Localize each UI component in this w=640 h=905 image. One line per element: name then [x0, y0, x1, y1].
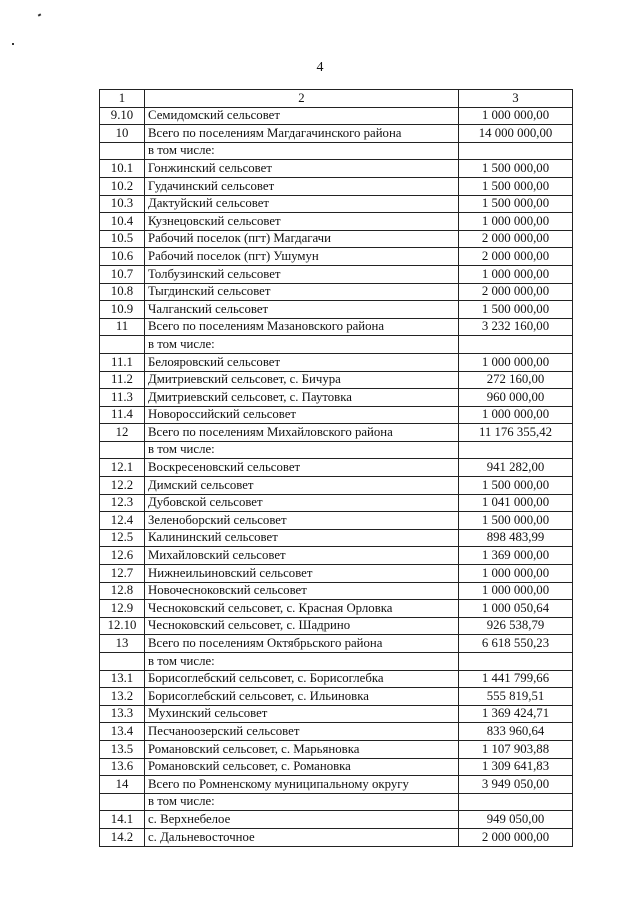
- table-row: [100, 213, 573, 231]
- table-row: [100, 688, 573, 706]
- table-row: [100, 424, 573, 442]
- row-number-cell: 12.10: [100, 617, 145, 635]
- row-amount-cell: 1 500 000,00: [459, 195, 573, 213]
- row-name-cell: Борисоглебский сельсовет, с. Ильиновка: [145, 688, 459, 706]
- row-name-cell: Чесноковский сельсовет, с. Шадрино: [145, 617, 459, 635]
- table-row: [100, 494, 573, 512]
- table-row: [100, 353, 573, 371]
- row-number-cell: 12.5: [100, 529, 145, 547]
- row-amount-cell: 1 441 799,66: [459, 670, 573, 688]
- row-number-cell: 14.1: [100, 811, 145, 829]
- row-amount-cell: [459, 653, 573, 671]
- table-row: [100, 811, 573, 829]
- row-number-cell: 13.1: [100, 670, 145, 688]
- row-name-cell: Рабочий поселок (пгт) Магдагачи: [145, 230, 459, 248]
- table-row: [100, 265, 573, 283]
- table-row: [100, 371, 573, 389]
- row-name-cell: в том числе:: [145, 653, 459, 671]
- row-name-cell: Кузнецовский сельсовет: [145, 213, 459, 231]
- row-amount-cell: 2 000 000,00: [459, 283, 573, 301]
- row-number-cell: [100, 441, 145, 459]
- row-amount-cell: 1 500 000,00: [459, 477, 573, 495]
- row-amount-cell: 2 000 000,00: [459, 230, 573, 248]
- table-row: [100, 512, 573, 530]
- row-number-cell: 12.2: [100, 477, 145, 495]
- table-row: [100, 776, 573, 794]
- table-row: [100, 529, 573, 547]
- row-number-cell: 9.10: [100, 107, 145, 125]
- row-amount-cell: 1 000 000,00: [459, 107, 573, 125]
- row-number-cell: [100, 142, 145, 160]
- row-number-cell: 11.2: [100, 371, 145, 389]
- row-number-cell: 12.7: [100, 565, 145, 583]
- row-name-cell: с. Дальневосточное: [145, 828, 459, 846]
- row-amount-cell: 1 107 903,88: [459, 740, 573, 758]
- row-amount-cell: 3 232 160,00: [459, 318, 573, 336]
- row-number-cell: 10.7: [100, 265, 145, 283]
- table-row: [100, 389, 573, 407]
- row-number-cell: 13: [100, 635, 145, 653]
- row-number-cell: 12.1: [100, 459, 145, 477]
- row-name-cell: в том числе:: [145, 793, 459, 811]
- table-row: [100, 177, 573, 195]
- table-row: [100, 635, 573, 653]
- row-number-cell: 13.4: [100, 723, 145, 741]
- row-name-cell: Борисоглебский сельсовет, с. Борисоглебка: [145, 670, 459, 688]
- row-number-cell: 10.8: [100, 283, 145, 301]
- row-name-cell: Нижнеильиновский сельсовет: [145, 565, 459, 583]
- row-amount-cell: [459, 441, 573, 459]
- row-amount-cell: 1 500 000,00: [459, 512, 573, 530]
- row-number-cell: 12: [100, 424, 145, 442]
- row-name-cell: Всего по поселениям Октябрьского района: [145, 635, 459, 653]
- row-amount-cell: 926 538,79: [459, 617, 573, 635]
- row-number-cell: 10: [100, 125, 145, 143]
- table-row: [100, 160, 573, 178]
- table-row: [100, 301, 573, 319]
- row-amount-cell: 1 000 000,00: [459, 565, 573, 583]
- row-name-cell: Новочесноковский сельсовет: [145, 582, 459, 600]
- row-name-cell: в том числе:: [145, 336, 459, 354]
- table-row: [100, 125, 573, 143]
- row-number-cell: 10.2: [100, 177, 145, 195]
- row-amount-cell: 6 618 550,23: [459, 635, 573, 653]
- table-row: [100, 283, 573, 301]
- table-row: [100, 336, 573, 354]
- row-name-cell: Чесноковский сельсовет, с. Красная Орловка: [145, 600, 459, 618]
- table-header-row: [100, 90, 573, 108]
- row-amount-cell: [459, 793, 573, 811]
- row-amount-cell: 833 960,64: [459, 723, 573, 741]
- row-name-cell: Дмитриевский сельсовет, с. Бичура: [145, 371, 459, 389]
- row-number-cell: 14.2: [100, 828, 145, 846]
- row-amount-cell: [459, 336, 573, 354]
- row-number-cell: 13.5: [100, 740, 145, 758]
- row-amount-cell: 1 500 000,00: [459, 301, 573, 319]
- row-number-cell: 12.4: [100, 512, 145, 530]
- row-name-cell: Чалганский сельсовет: [145, 301, 459, 319]
- table-row: [100, 723, 573, 741]
- table-row: [100, 547, 573, 565]
- table-row: [100, 318, 573, 336]
- row-name-cell: Романовский сельсовет, с. Марьяновка: [145, 740, 459, 758]
- row-name-cell: Всего по поселениям Михайловского района: [145, 424, 459, 442]
- row-number-cell: 14: [100, 776, 145, 794]
- table-row: [100, 617, 573, 635]
- row-number-cell: 10.5: [100, 230, 145, 248]
- table-row: [100, 705, 573, 723]
- table-row: [100, 142, 573, 160]
- header-cell-2: 2: [145, 90, 459, 108]
- row-amount-cell: 2 000 000,00: [459, 248, 573, 266]
- row-amount-cell: 949 050,00: [459, 811, 573, 829]
- row-name-cell: Мухинский сельсовет: [145, 705, 459, 723]
- row-name-cell: Тыгдинский сельсовет: [145, 283, 459, 301]
- row-amount-cell: 272 160,00: [459, 371, 573, 389]
- table-row: [100, 670, 573, 688]
- row-name-cell: Дубовской сельсовет: [145, 494, 459, 512]
- table-row: [100, 653, 573, 671]
- row-name-cell: Семидомский сельсовет: [145, 107, 459, 125]
- row-amount-cell: 1 000 050,64: [459, 600, 573, 618]
- row-name-cell: Песчаноозерский сельсовет: [145, 723, 459, 741]
- row-amount-cell: 1 000 000,00: [459, 406, 573, 424]
- row-amount-cell: 1 369 424,71: [459, 705, 573, 723]
- row-name-cell: Дмитриевский сельсовет, с. Паутовка: [145, 389, 459, 407]
- table-row: [100, 441, 573, 459]
- row-name-cell: Белояровский сельсовет: [145, 353, 459, 371]
- row-name-cell: Михайловский сельсовет: [145, 547, 459, 565]
- row-amount-cell: 11 176 355,42: [459, 424, 573, 442]
- row-number-cell: 13.3: [100, 705, 145, 723]
- row-amount-cell: 1 500 000,00: [459, 160, 573, 178]
- header-cell-3: 3: [459, 90, 573, 108]
- row-name-cell: Всего по Ромненскому муниципальному округу: [145, 776, 459, 794]
- row-number-cell: 11: [100, 318, 145, 336]
- row-name-cell: Калининский сельсовет: [145, 529, 459, 547]
- row-amount-cell: 1 041 000,00: [459, 494, 573, 512]
- row-name-cell: Новороссийский сельсовет: [145, 406, 459, 424]
- row-number-cell: 13.2: [100, 688, 145, 706]
- row-number-cell: 11.1: [100, 353, 145, 371]
- row-name-cell: Всего по поселениям Магдагачинского района: [145, 125, 459, 143]
- row-number-cell: 10.9: [100, 301, 145, 319]
- row-number-cell: 10.1: [100, 160, 145, 178]
- row-amount-cell: 14 000 000,00: [459, 125, 573, 143]
- row-amount-cell: 555 819,51: [459, 688, 573, 706]
- table-row: [100, 459, 573, 477]
- row-amount-cell: 1 309 641,83: [459, 758, 573, 776]
- table-row: [100, 477, 573, 495]
- row-number-cell: 12.8: [100, 582, 145, 600]
- row-name-cell: Романовский сельсовет, с. Романовка: [145, 758, 459, 776]
- row-number-cell: 12.6: [100, 547, 145, 565]
- scan-speck: [12, 43, 14, 45]
- table-row: [100, 828, 573, 846]
- row-number-cell: 11.3: [100, 389, 145, 407]
- row-amount-cell: 960 000,00: [459, 389, 573, 407]
- row-amount-cell: 1 000 000,00: [459, 213, 573, 231]
- row-name-cell: Зеленоборский сельсовет: [145, 512, 459, 530]
- header-cell-1: 1: [100, 90, 145, 108]
- table-row: [100, 600, 573, 618]
- row-name-cell: Воскресеновский сельсовет: [145, 459, 459, 477]
- table-row: [100, 740, 573, 758]
- table-row: [100, 406, 573, 424]
- table-row: [100, 582, 573, 600]
- row-number-cell: 10.3: [100, 195, 145, 213]
- row-name-cell: Дактуйский сельсовет: [145, 195, 459, 213]
- row-number-cell: 10.4: [100, 213, 145, 231]
- table-row: [100, 230, 573, 248]
- row-amount-cell: 941 282,00: [459, 459, 573, 477]
- row-number-cell: [100, 336, 145, 354]
- table-row: [100, 758, 573, 776]
- table-row: [100, 107, 573, 125]
- table-row: [100, 565, 573, 583]
- row-amount-cell: 3 949 050,00: [459, 776, 573, 794]
- row-name-cell: Рабочий поселок (пгт) Ушумун: [145, 248, 459, 266]
- row-name-cell: с. Верхнебелое: [145, 811, 459, 829]
- row-amount-cell: 2 000 000,00: [459, 828, 573, 846]
- table-row: [100, 248, 573, 266]
- row-number-cell: [100, 653, 145, 671]
- row-name-cell: Всего по поселениям Мазановского района: [145, 318, 459, 336]
- page-number: 4: [316, 60, 324, 75]
- row-name-cell: Димский сельсовет: [145, 477, 459, 495]
- row-amount-cell: [459, 142, 573, 160]
- table-row: [100, 793, 573, 811]
- row-name-cell: Гонжинский сельсовет: [145, 160, 459, 178]
- row-number-cell: 12.9: [100, 600, 145, 618]
- allocation-table: [99, 89, 573, 847]
- row-amount-cell: 1 000 000,00: [459, 353, 573, 371]
- row-amount-cell: 1 000 000,00: [459, 265, 573, 283]
- row-number-cell: 12.3: [100, 494, 145, 512]
- table-row: [100, 195, 573, 213]
- row-name-cell: Толбузинский сельсовет: [145, 265, 459, 283]
- row-number-cell: [100, 793, 145, 811]
- row-amount-cell: 1 369 000,00: [459, 547, 573, 565]
- row-amount-cell: 1 000 000,00: [459, 582, 573, 600]
- row-name-cell: в том числе:: [145, 142, 459, 160]
- row-amount-cell: 1 500 000,00: [459, 177, 573, 195]
- row-number-cell: 11.4: [100, 406, 145, 424]
- row-name-cell: Гудачинский сельсовет: [145, 177, 459, 195]
- scan-speck: [38, 13, 42, 16]
- row-number-cell: 13.6: [100, 758, 145, 776]
- row-name-cell: в том числе:: [145, 441, 459, 459]
- row-number-cell: 10.6: [100, 248, 145, 266]
- row-amount-cell: 898 483,99: [459, 529, 573, 547]
